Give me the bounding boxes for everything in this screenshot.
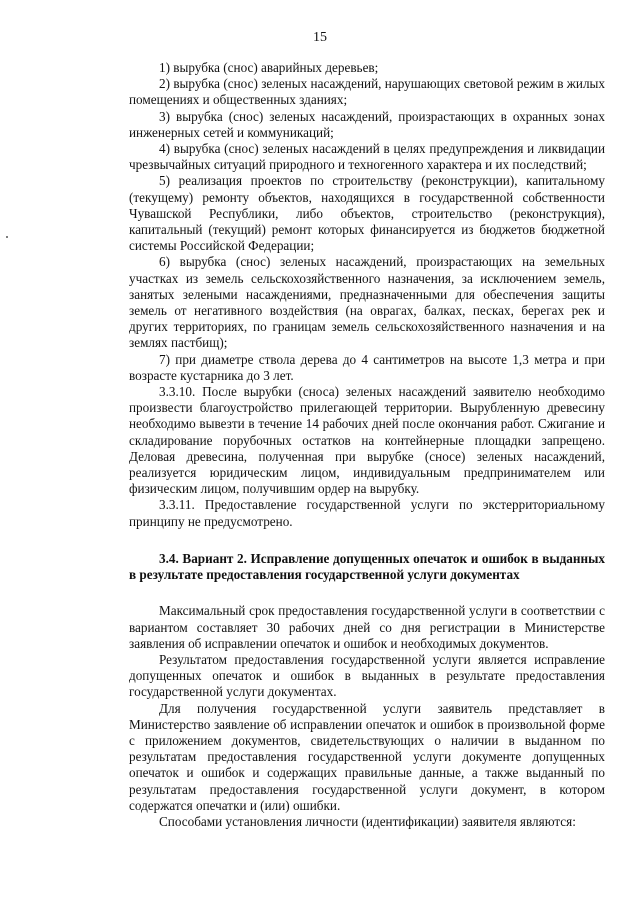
list-item-4: 4) вырубка (снос) зеленых насаждений в целях предупреждения и ликвидации чрезвычайных ситуаций природного и техногенного характера и их последствий; [129,141,605,173]
page-number: 15 [313,30,327,45]
section-heading-3-4: 3.4. Вариант 2. Исправление допущенных опечаток и ошибок в выданных в результате предоставления государственной услуги документах [129,550,605,583]
list-item-6: 6) вырубка (снос) зеленых насаждений, произрастающих на земельных участках из земель сельскохозяйственного назначения, за исключением земель, занятых зелеными насаждениями, предназначенными для обеспечения защиты земель от негативного воздействия (на оврагах, балках, песках, берегах рек и других территориях, по границам земель сельскохозяйственного назначения и на землях пастбищ); [129,254,605,351]
list-item-5: 5) реализация проектов по строительству (реконструкции), капитальному (текущему) ремонту объектов, находящихся в государственной собственности Чувашской Республики, либо объектов, строительство (реконструкция), капитальный (текущий) ремонт которых финансируется из бюджетов бюджетной системы Российской Федерации; [129,173,605,254]
section-paragraph-4: Способами установления личности (идентификации) заявителя являются: [159,813,576,829]
section-paragraph-2: Результатом предоставления государственной услуги является исправление допущенных опечаток и ошибок в выданных в результате предоставления государственной услуги документах. [129,651,605,700]
scan-speck [6,236,8,238]
section-paragraph-3: Для получения государственной услуги заявитель представляет в Министерство заявление об исправлении опечаток и ошибок в произвольной форме с приложением документов, свидетельствующих о наличии в выданном по результатам предоставления государственной услуги документе допущенных опечаток и ошибок и содержащих правильные данные, а также выданный по результатам предоставления государственной услуги документ, в котором содержатся опечатки и (или) ошибки. [129,700,605,813]
list-item-3: 3) вырубка (снос) зеленых насаждений, произрастающих в охранных зонах инженерных сетей и коммуникаций; [129,108,605,140]
clause-3-3-11: 3.3.11. Предоставление государственной услуги по экстерриториальному принципу не предусмотрено. [129,497,605,529]
list-item-1: 1) вырубка (снос) аварийных деревьев; [159,60,379,75]
clause-3-3-10: 3.3.10. После вырубки (сноса) зеленых насаждений заявителю необходимо произвести благоустройство прилегающей территории. Вырубленную древесину необходимо вывезти в течение 14 рабочих дней после окончания работ. Сжигание и складирование порубочных остатков на контейнерные площадки запрещено. Деловая древесина, полученная при вырубке (сносе) зеленых насаждений, реализуется юридическим лицом, индивидуальным предпринимателем или физическим лицом, получившим ордер на вырубку. [129,384,605,497]
list-item-7: 7) при диаметре ствола дерева до 4 сантиметров на высоте 1,3 метра и при возрасте кустарника до 3 лет. [129,351,605,383]
list-item-2: 2) вырубка (снос) зеленых насаждений, нарушающих световой режим в жилых помещениях и общественных зданиях; [129,76,605,108]
document-body [129,60,605,830]
section-paragraph-1: Максимальный срок предоставления государственной услуги в соответствии с вариантом составляет 30 рабочих дней со дня регистрации в Министерстве заявления об исправлении опечаток и ошибок и необходимых документов. [129,603,605,651]
